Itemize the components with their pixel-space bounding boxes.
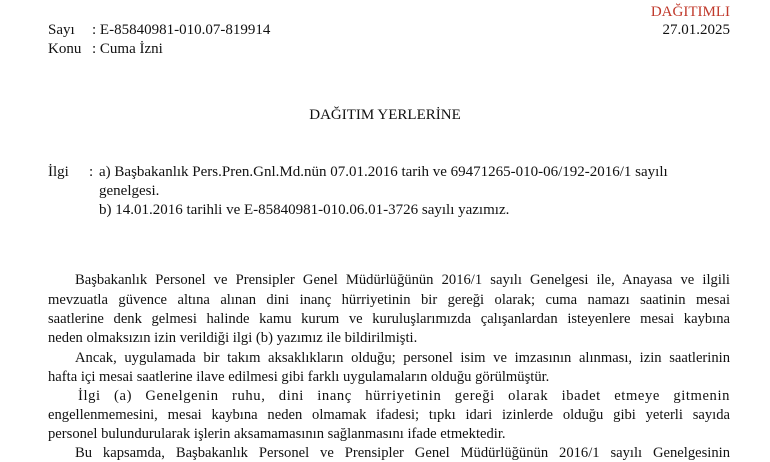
ilgi-b: b) 14.01.2016 tarihli ve E-85840981-010.06.01-3726 sayılı yazımız. bbox=[99, 202, 510, 218]
konu-value: : Cuma İzni bbox=[92, 41, 163, 57]
ilgi-a-line2: genelgesi. bbox=[99, 183, 160, 199]
body-line: saatlerine denk gelmesi halinde kamu kurum ve kuruluşlarımızda çalışanlardan isteyenlere mesai kaybına bbox=[48, 311, 730, 327]
sayi-value: : E-85840981-010.07-819914 bbox=[92, 22, 271, 38]
ilgi-colon: : bbox=[89, 164, 94, 180]
konu-label: Konu bbox=[48, 41, 82, 57]
distribution-mark: DAĞITIMLI bbox=[650, 4, 730, 20]
body-line: Ancak, uygulamada bir takım aksaklıkların olduğu; personel isim ve imzasının alınması, izin saatlerinin bbox=[75, 350, 730, 366]
body-line: hafta içi mesai saatlerine ilave edilmesi gibi farklı uygulamaların olduğu görülmüştür. bbox=[48, 369, 550, 385]
body-line: Başbakanlık Personel ve Prensipler Genel Müdürlüğünün 2016/1 sayılı Genelgesi ile, Anayasa ve ilgili bbox=[75, 272, 730, 288]
body-line: engellenmemesini, mesai kaybına neden olmamak ifadesi; tıpkı idari izinlerde olduğu gibi yeterli sayıda bbox=[48, 407, 730, 423]
document-date: 27.01.2025 bbox=[662, 22, 730, 38]
ilgi-a-line1: a) Başbakanlık Pers.Pren.Gnl.Md.nün 07.01.2016 tarih ve 69471265-010-06/192-2016/1 sayılı bbox=[99, 164, 668, 180]
body-line: neden olmaksızın izin verildiği ilgi (b) yazımız ile bildirilmişti. bbox=[48, 330, 418, 346]
sayi-label: Sayı bbox=[48, 22, 75, 38]
body-line: personel bulundurularak işlerin aksamamasının sağlanmasını ifade etmektedir. bbox=[48, 426, 506, 442]
ilgi-label: İlgi bbox=[48, 164, 69, 180]
body-line: Bu kapsamda, Başbakanlık Personel ve Prensipler Genel Müdürlüğünün 2016/1 sayılı Genelgesinin bbox=[75, 445, 730, 461]
page-title: DAĞITIM YERLERİNE bbox=[309, 107, 461, 123]
body-line: mevzuatla güvence altına alınan dini inanç hürriyetinin bir gereği olarak; cuma namazı saatinin mesai bbox=[48, 292, 730, 308]
body-line: İlgi (a) Genelgenin ruhu, dini inanç hürriyetinin gereği olarak ibadet etmeye gitmenin bbox=[78, 388, 730, 404]
